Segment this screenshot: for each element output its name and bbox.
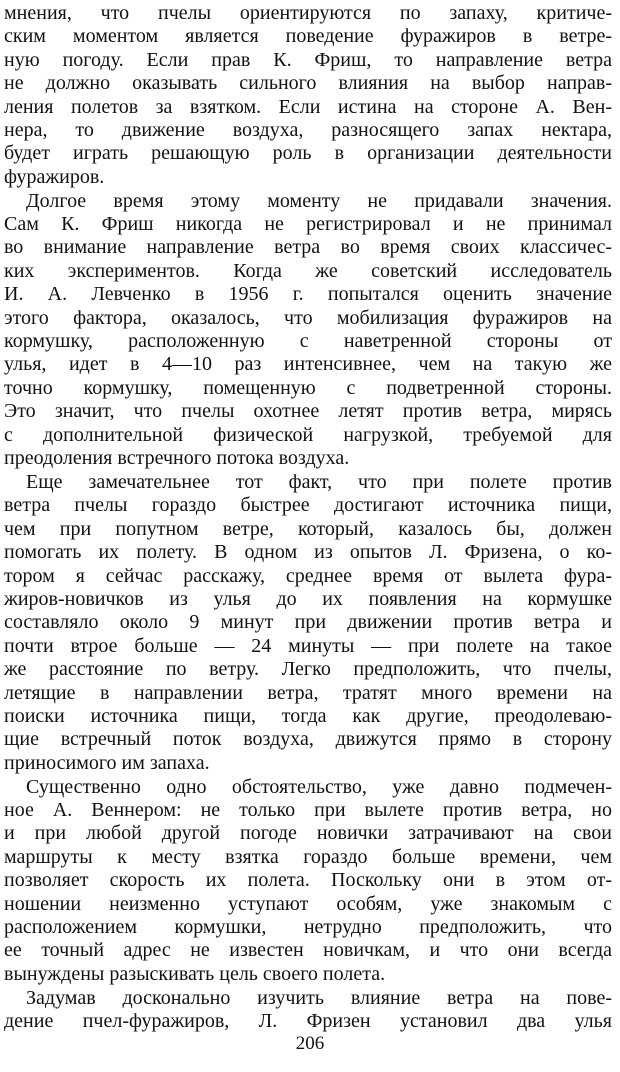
text-line: и при любой другой погоде новички затрачивают на свои (4, 822, 612, 845)
text-line: чем при попутном ветре, который, казалось бы, должен (4, 517, 612, 540)
text-line: Существенно одно обстоятельство, уже давно подмечен- (26, 775, 612, 798)
paragraph (4, 471, 612, 775)
text-line: И. А. Левченко в 1956 г. попытался оценить значение (4, 283, 612, 306)
text-line: Еще замечательнее тот факт, что при полете против (26, 470, 612, 493)
text-line: Это значит, что пчелы охотнее летят против ветра, мирясь (4, 400, 612, 423)
text-line: Долгое время этому моменту не придавали значения. (26, 189, 612, 212)
text-line: приносимого им запаха. (4, 751, 210, 774)
text-line: ное А. Веннером: не только при вылете против ветра, но (4, 798, 612, 821)
page-body-text (4, 2, 612, 1033)
text-line: точно кормушку, помещенную с подветренной стороны. (4, 376, 612, 399)
text-line: ским моментом является поведение фуражиров в ветре- (4, 25, 612, 48)
paragraph (4, 2, 612, 189)
page-number: 206 (295, 1033, 325, 1054)
text-line: ветра пчелы гораздо быстрее достигают источника пищи, (4, 494, 612, 517)
text-line: ления полетов за взятком. Если истина на стороне А. Вен- (4, 95, 612, 118)
text-line: преодоления встречного потока воздуха. (4, 447, 350, 470)
text-line: этого фактора, оказалось, что мобилизация фуражиров на (4, 306, 612, 329)
text-line: с дополнительной физической нагрузкой, требуемой для (4, 423, 612, 446)
text-line: будет играть решающую роль в организации деятельности (4, 142, 612, 165)
text-line: во внимание направление ветра во время своих классичес- (4, 236, 612, 259)
text-line: помогать их полету. В одном из опытов Л. Фризена, о ко- (4, 541, 612, 564)
text-line: ее точный адрес не известен новичкам, и что они всегда (4, 939, 612, 962)
text-line: кормушку, расположенную с наветренной стороны от (4, 330, 612, 353)
text-line: почти втрое больше — 24 минуты — при полете на такое (4, 634, 612, 657)
text-line: Сам К. Фриш никогда не регистрировал и не принимал (4, 213, 612, 236)
text-line: не должно оказывать сильного влияния на выбор направ- (4, 72, 612, 95)
paragraph (4, 987, 612, 1034)
text-line: нера, то движение воздуха, разносящего запах нектара, (4, 119, 612, 142)
text-line: ких экспериментов. Когда же советский исследователь (4, 259, 612, 282)
text-line: щие встречный поток воздуха, движутся прямо в сторону (4, 728, 612, 751)
text-line: составляло около 9 минут при движении против ветра и (4, 611, 612, 634)
text-line: позволяет скорость их полета. Поскольку они в этом от- (4, 869, 612, 892)
text-line: фуражиров. (4, 165, 105, 188)
text-line: дение пчел-фуражиров, Л. Фризен установил два улья (4, 1010, 612, 1033)
text-line: Задумав досконально изучить влияние ветра на пове- (26, 986, 612, 1009)
text-line: поиски источника пищи, тогда как другие, преодолеваю- (4, 704, 612, 727)
text-line: вынуждены разыскивать цель своего полета. (4, 962, 386, 985)
text-line: улья, идет в 4—10 раз интенсивнее, чем на такую же (4, 353, 612, 376)
text-line: расположением кормушки, нетрудно предположить, что (4, 916, 612, 939)
text-line: тором я сейчас расскажу, среднее время от вылета фура- (4, 564, 612, 587)
text-line: жиров-новичков из улья до их появления на кормушке (4, 587, 612, 610)
text-line: ношении неизменно уступают особям, уже знакомым с (4, 892, 612, 915)
text-line: маршруты к месту взятка гораздо больше времени, чем (4, 845, 612, 868)
text-line: мнения, что пчелы ориентируются по запаху, критиче- (4, 2, 612, 24)
paragraph (4, 776, 612, 987)
paragraph (4, 190, 612, 471)
text-line: ную погоду. Если прав К. Фриш, то направление ветра (4, 48, 612, 71)
text-line: же расстояние по ветру. Легко предположить, что пчелы, (4, 658, 612, 681)
text-line: летящие в направлении ветра, тратят много времени на (4, 681, 612, 704)
